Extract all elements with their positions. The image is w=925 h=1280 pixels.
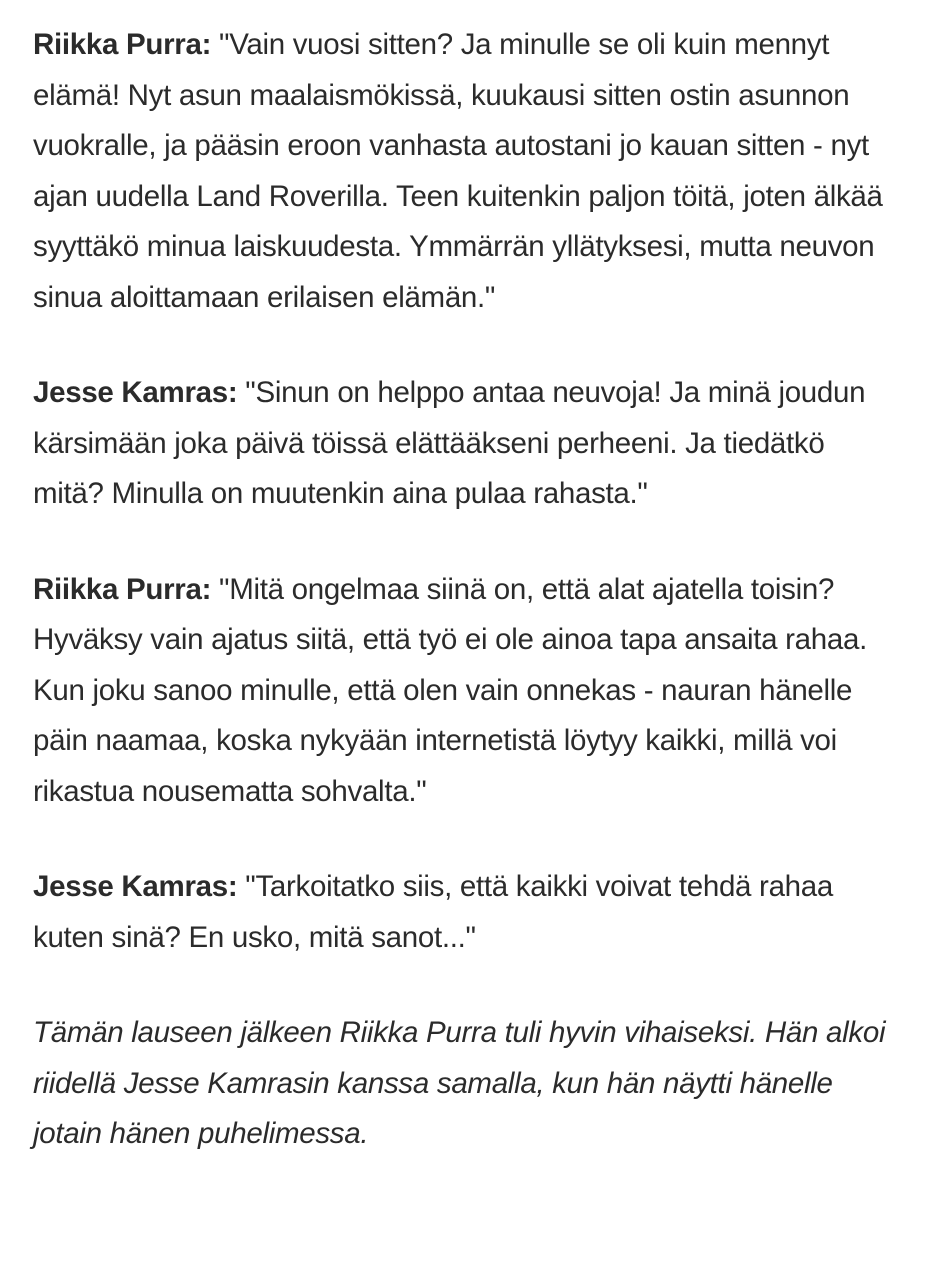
article-body <box>33 20 903 1160</box>
dialogue-text: "Tarkoitatko siis, että kaikki voivat tehdä rahaa kuten sinä? En usko, mitä sanot..." <box>33 870 833 954</box>
dialogue-text: "Mitä ongelmaa siinä on, että alat ajatella toisin? Hyväksy vain ajatus siitä, että työ ei ole ainoa tapa ansaita rahaa. Kun joku sanoo minulle, että olen vain onnekas - nauran hänelle päin naamaa, koska nykyään internetistä löytyy kaikki, millä voi rikastua nousematta sohvalta." <box>33 572 867 808</box>
speaker-name: Jesse Kamras: <box>33 376 238 409</box>
dialogue-paragraph-4 <box>33 862 903 963</box>
dialogue-text: "Vain vuosi sitten? Ja minulle se oli kuin mennyt elämä! Nyt asun maalaismökissä, kuukausi sitten ostin asunnon vuokralle, ja pääsin eroon vanhasta autostani jo kauan sitten - nyt ajan uudella Land Roverilla. Teen kuitenkin paljon töitä, joten älkää syyttäkö minua laiskuudesta. Ymmärrän yllätyksesi, mutta neuvon sinua aloittamaan erilaisen elämän." <box>33 28 883 314</box>
dialogue-text: "Sinun on helppo antaa neuvoja! Ja minä joudun kärsimään joka päivä töissä elättääkseni perheeni. Ja tiedätkö mitä? Minulla on muutenkin aina pulaa rahasta." <box>33 376 866 510</box>
speaker-name: Riikka Purra: <box>33 572 212 606</box>
dialogue-paragraph-3 <box>33 565 903 818</box>
speaker-name: Riikka Purra: <box>33 28 212 61</box>
speaker-name: Jesse Kamras: <box>33 870 238 903</box>
narration-paragraph: Tämän lauseen jälkeen Riikka Purra tuli hyvin vihaiseksi. Hän alkoi riidellä Jesse Kamrasin kanssa samalla, kun hän näytti hänelle jotain hänen puhelimessa. <box>33 1016 886 1150</box>
dialogue-paragraph-2 <box>33 368 903 520</box>
dialogue-paragraph-1 <box>33 20 903 323</box>
